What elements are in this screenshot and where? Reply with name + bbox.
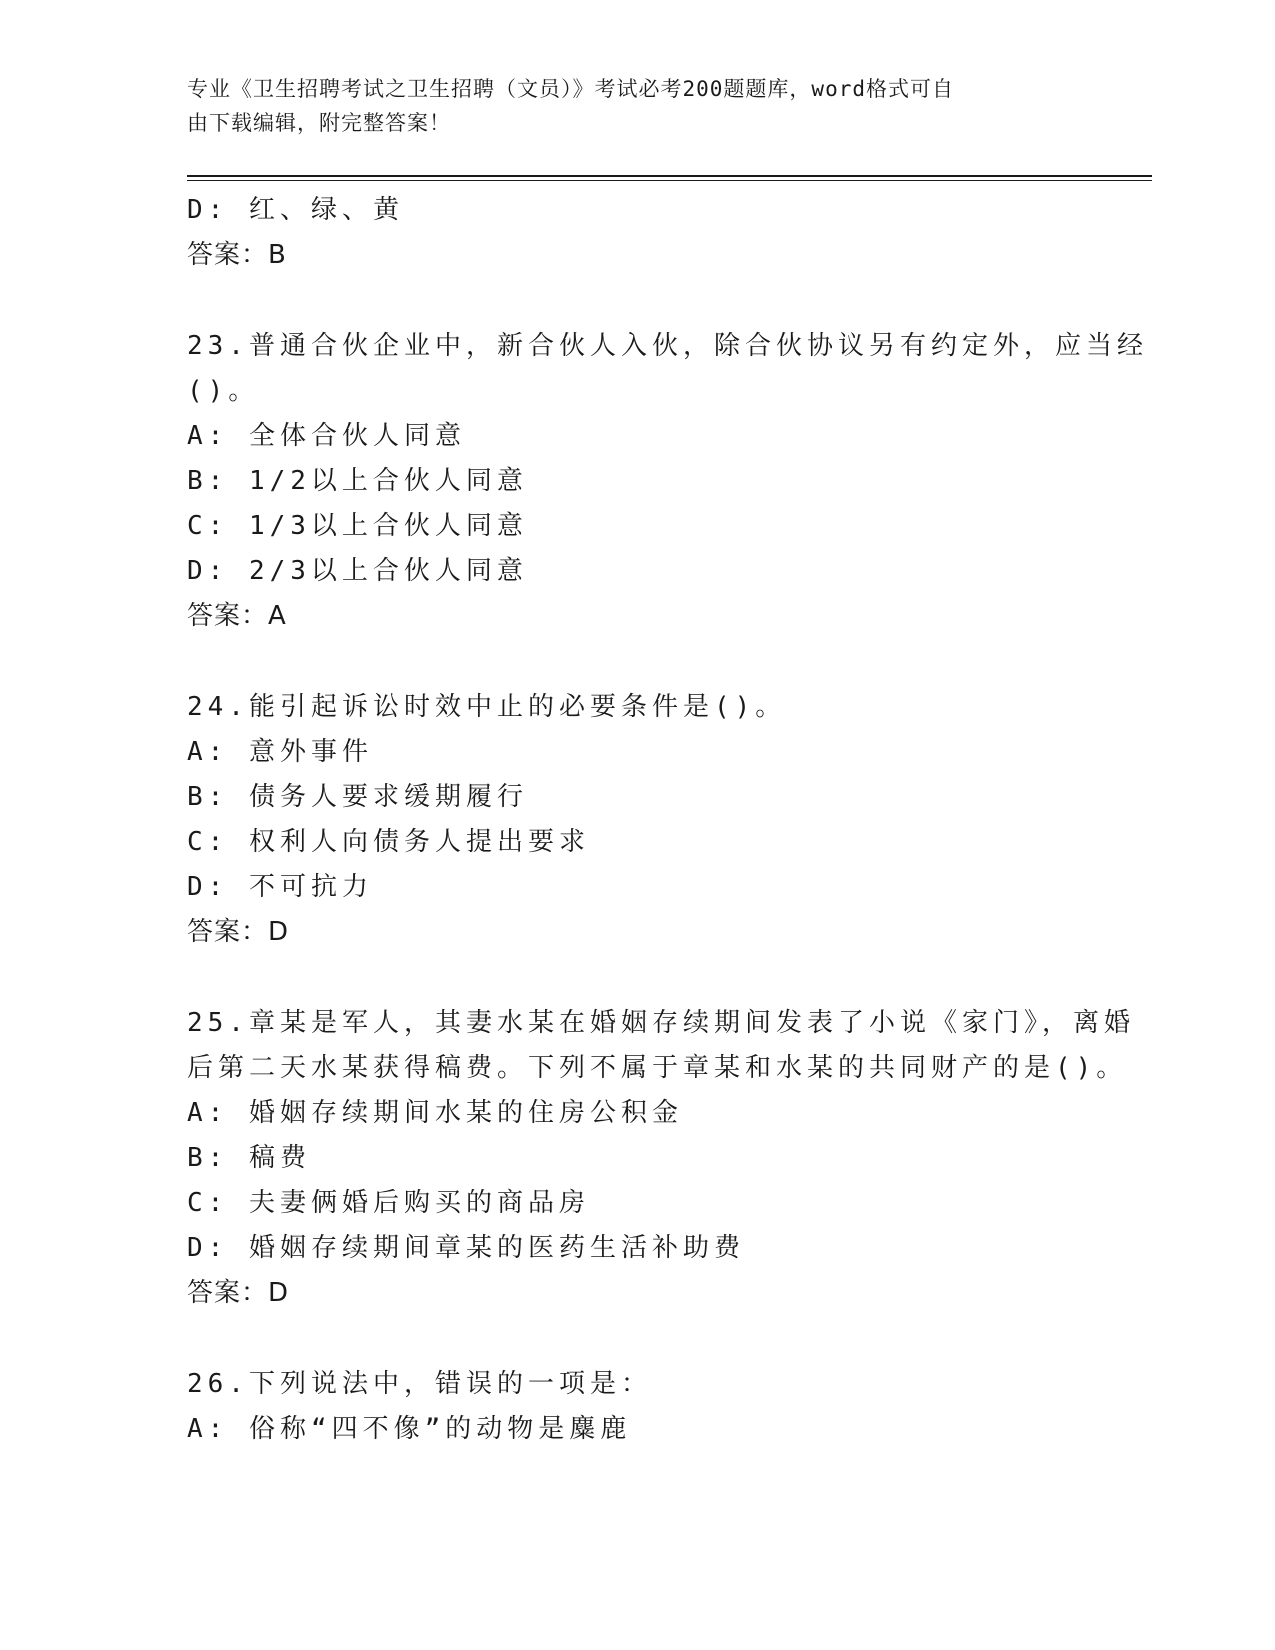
question-stem: 26.下列说法中，错误的一项是： xyxy=(187,1369,652,1399)
question-stem: 23.普通合伙企业中，新合伙人入伙，除合伙协议另有约定外，应当经 xyxy=(187,331,1148,361)
header-divider xyxy=(187,175,1152,177)
option-a: A: 婚姻存续期间水某的住房公积金 xyxy=(187,1098,683,1128)
question-stem-continued: 后第二天水某获得稿费。下列不属于章某和水某的共同财产的是()。 xyxy=(187,1053,1128,1083)
option-c: C: 夫妻俩婚后购买的商品房 xyxy=(187,1188,590,1218)
answer: 答案：D xyxy=(187,1278,290,1308)
question-stem-continued: ()。 xyxy=(187,376,260,406)
header-divider-thin xyxy=(187,180,1152,181)
previous-question-tail xyxy=(187,188,1087,278)
option-d: D: 不可抗力 xyxy=(187,872,373,902)
question-25 xyxy=(187,1001,1135,1316)
question-stem: 24.能引起诉讼时效中止的必要条件是()。 xyxy=(187,692,787,722)
option-d: D: 红、绿、黄 xyxy=(187,195,404,225)
question-26 xyxy=(187,1362,1087,1452)
option-d: D: 2/3以上合伙人同意 xyxy=(187,556,528,586)
question-list xyxy=(187,188,1148,1452)
question-23 xyxy=(187,324,1148,639)
option-c: C: 权利人向债务人提出要求 xyxy=(187,827,590,857)
header-line-1: 专业《卫生招聘考试之卫生招聘（文员）》考试必考200题题库，word格式可自 xyxy=(187,77,954,101)
option-b: B: 稿费 xyxy=(187,1143,311,1173)
option-a: A: 全体合伙人同意 xyxy=(187,421,466,451)
option-d: D: 婚姻存续期间章某的医药生活补助费 xyxy=(187,1233,745,1263)
option-a: A: 意外事件 xyxy=(187,737,373,767)
answer: 答案：B xyxy=(187,240,287,270)
option-a: A: 俗称“四不像”的动物是麋鹿 xyxy=(187,1414,632,1444)
option-b: B: 债务人要求缓期履行 xyxy=(187,782,528,812)
answer: 答案：A xyxy=(187,601,287,631)
option-b: B: 1/2以上合伙人同意 xyxy=(187,466,528,496)
header-line-2: 由下载编辑，附完整答案！ xyxy=(187,111,451,135)
question-stem: 25.章某是军人，其妻水某在婚姻存续期间发表了小说《家门》，离婚 xyxy=(187,1008,1135,1038)
document-header xyxy=(187,72,1067,140)
question-24 xyxy=(187,685,1087,955)
option-c: C: 1/3以上合伙人同意 xyxy=(187,511,528,541)
answer: 答案：D xyxy=(187,917,290,947)
